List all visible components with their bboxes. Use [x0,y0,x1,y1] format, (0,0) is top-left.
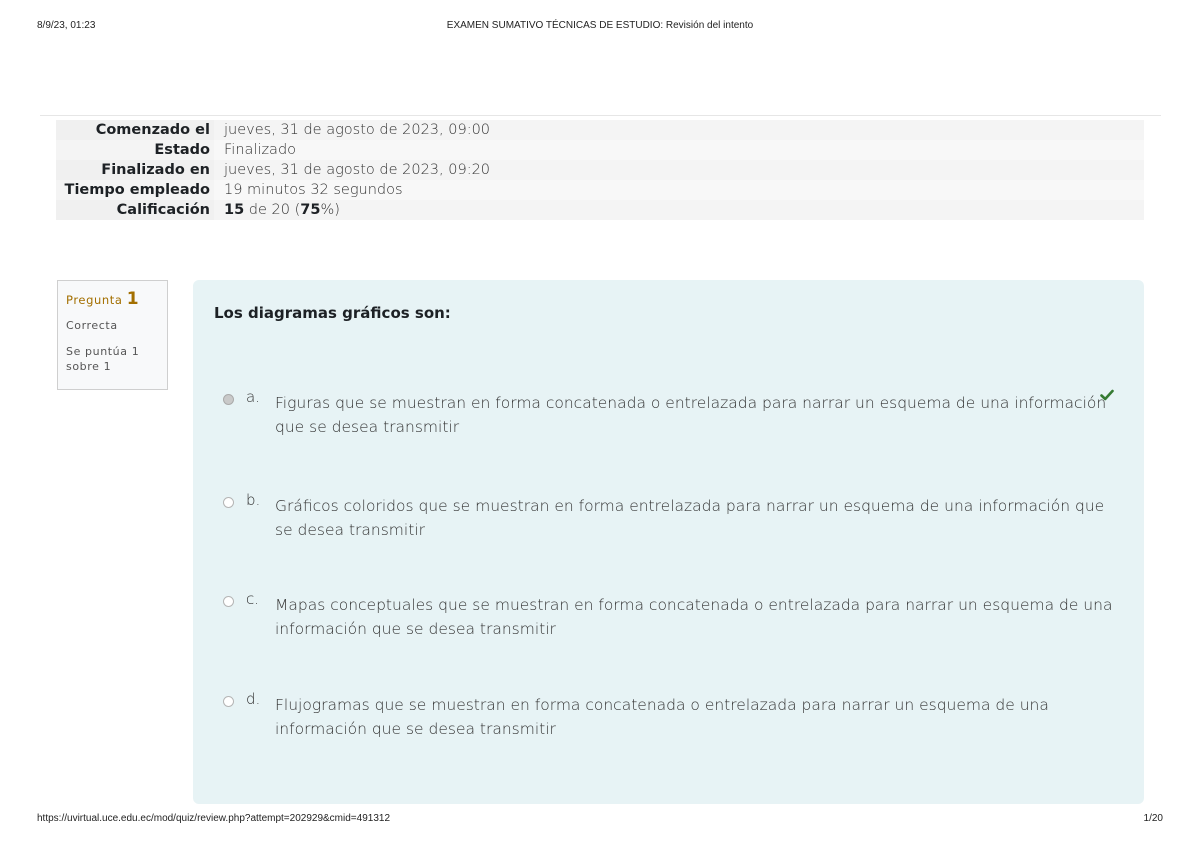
radio-b[interactable] [223,497,234,508]
answer-text: Flujogramas que se muestran en forma concatenada o entrelazada para narrar un esquema de una información que se desea transmitir [275,696,1049,738]
started-value: jueves, 31 de agosto de 2023, 09:00 [214,120,1144,140]
attempt-summary-table [56,120,1144,220]
question-text: Los diagramas gráficos son: [214,304,451,322]
grade-mid: de 20 ( [244,202,301,218]
time-label: Tiempo empleado [56,180,214,200]
print-date: 8/9/23, 01:23 [37,20,96,31]
radio-a[interactable] [223,394,234,405]
radio-d[interactable] [223,696,234,707]
summary-row-state [56,140,1144,160]
print-url: https://uvirtual.uce.edu.ec/mod/quiz/review.php?attempt=202929&cmid=491312 [37,813,391,824]
check-icon [1100,388,1114,402]
state-value: Finalizado [214,140,1144,160]
grade-label: Calificación [56,200,214,220]
grade-end: %) [320,202,340,218]
grade-score: 15 [224,202,245,218]
answer-text: Figuras que se muestran en forma concatenada o entrelazada para narrar un esquema de una información que se desea transmitir [275,394,1107,436]
question-grade: Se puntúa 1 sobre 1 [66,345,140,373]
answer-letter: a. [246,388,260,406]
state-label: Estado [56,140,214,160]
print-footer [37,813,1163,827]
answer-letter: d. [246,690,261,708]
answer-text: Mapas conceptuales que se muestran en forma concatenada o entrelazada para narrar un esquema de una información que se desea transmitir [275,596,1113,638]
question-label: Pregunta [66,293,123,307]
question-info [57,280,168,390]
print-page-number: 1/20 [1143,813,1163,824]
finished-label: Finalizado en [56,160,214,180]
divider [40,115,1161,116]
print-header [37,20,1163,34]
question-number-value: 1 [126,289,140,309]
summary-row-finished [56,160,1144,180]
answer-letter: c. [246,590,260,608]
summary-row-grade [56,200,1144,220]
answer-letter: b. [246,491,261,509]
finished-value: jueves, 31 de agosto de 2023, 09:20 [214,160,1144,180]
radio-c[interactable] [223,596,234,607]
grade-value [214,200,1144,220]
question-number [66,289,159,309]
question-content [193,280,1144,804]
question-state: Correcta [66,319,118,332]
time-value: 19 minutos 32 segundos [214,180,1144,200]
answer-text: Gráficos coloridos que se muestran en forma entrelazada para narrar un esquema de una información que se desea transmitir [275,497,1105,539]
summary-row-time [56,180,1144,200]
grade-percent: 75 [300,202,321,218]
print-title: EXAMEN SUMATIVO TÉCNICAS DE ESTUDIO: Revisión del intento [446,20,754,31]
summary-row-started [56,120,1144,140]
started-label: Comenzado el [56,120,214,140]
